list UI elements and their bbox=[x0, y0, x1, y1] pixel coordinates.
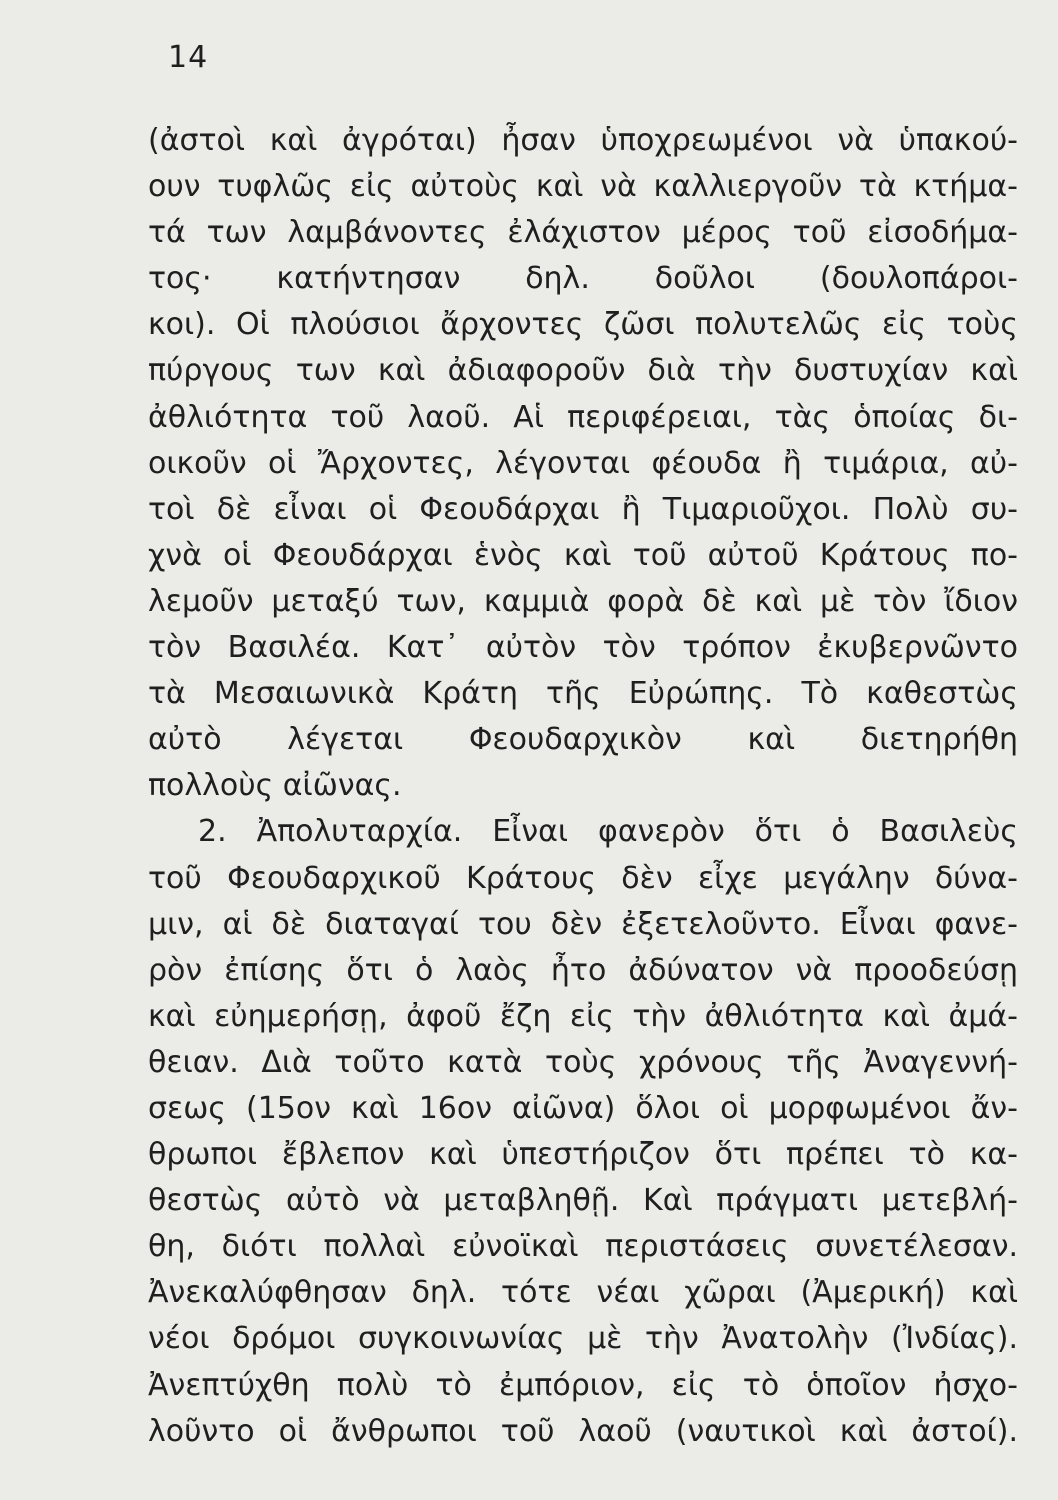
text-line: ἀθλιότητα τοῦ λαοῦ. Αἱ περιφέρειαι, τὰς ὁποίας δι- bbox=[148, 399, 1018, 435]
text-line: τὸν Βασιλέα. Κατ᾽ αὐτὸν τὸν τρόπον ἐκυβερνῶντο bbox=[148, 630, 1018, 666]
text-line: τοῦ Φεουδαρχικοῦ Κράτους δὲν εἶχε μεγάλην δύνα- bbox=[148, 860, 1018, 896]
text-line: Ἀνεκαλύφθησαν δηλ. τότε νέαι χῶραι (Ἀμερική) καὶ bbox=[148, 1275, 1018, 1311]
text-line: θειαν. Διὰ τοῦτο κατὰ τοὺς χρόνους τῆς Ἀναγεννή- bbox=[148, 1044, 1018, 1080]
text-line: τος· κατήντησαν δηλ. δοῦλοι (δουλοπάροι- bbox=[148, 261, 1018, 297]
text-line: καὶ εὐημερήσῃ, ἀφοῦ ἔζη εἰς τὴν ἀθλιότητα καὶ ἀμά- bbox=[148, 998, 1018, 1034]
text-line: πολλοὺς αἰῶνας. bbox=[148, 768, 402, 804]
section-heading-line: 2. Ἀπολυταρχία. Εἶναι φανερὸν ὅτι ὁ Βασιλεὺς bbox=[198, 814, 1018, 850]
text-line: μιν, αἱ δὲ διαταγαί του δὲν ἐξετελοῦντο. Εἶναι φανε- bbox=[148, 906, 1018, 942]
page-number: 14 bbox=[168, 40, 209, 75]
text-line: ουν τυφλῶς εἰς αὐτοὺς καὶ νὰ καλλιεργοῦν τὰ κτήμα- bbox=[148, 169, 1018, 205]
text-line: λεμοῦν μεταξύ των, καμμιὰ φορὰ δὲ καὶ μὲ τὸν ἴδιον bbox=[148, 583, 1018, 619]
text-line: ρὸν ἐπίσης ὅτι ὁ λαὸς ἦτο ἀδύνατον νὰ προοδεύσῃ bbox=[148, 952, 1018, 988]
body-text bbox=[148, 118, 1018, 1455]
text-line: θη, διότι πολλαὶ εὐνοϊκαὶ περιστάσεις συνετέλεσαν. bbox=[148, 1229, 1018, 1265]
text-line: Ἀνεπτύχθη πολὺ τὸ ἐμπόριον, εἰς τὸ ὁποῖον ἠσχο- bbox=[148, 1367, 1018, 1403]
text-line: αὐτὸ λέγεται Φεουδαρχικὸν καὶ διετηρήθη bbox=[148, 722, 1018, 758]
text-line: σεως (15ον καὶ 16ον αἰῶνα) ὅλοι οἱ μορφωμένοι ἄν- bbox=[148, 1090, 1018, 1126]
text-line: τὰ Μεσαιωνικὰ Κράτη τῆς Εὐρώπης. Τὸ καθεστὼς bbox=[148, 676, 1018, 712]
text-line: πύργους των καὶ ἀδιαφοροῦν διὰ τὴν δυστυχίαν καὶ bbox=[148, 353, 1018, 389]
text-line: κοι). Οἱ πλούσιοι ἄρχοντες ζῶσι πολυτελῶς εἰς τοὺς bbox=[148, 307, 1018, 343]
text-line: θρωποι ἔβλεπον καὶ ὑπεστήριζον ὅτι πρέπει τὸ κα- bbox=[148, 1137, 1018, 1173]
text-line: νέοι δρόμοι συγκοινωνίας μὲ τὴν Ἀνατολὴν (Ἰνδίας). bbox=[148, 1321, 1018, 1357]
text-line: θεστὼς αὐτὸ νὰ μεταβληθῇ. Καὶ πράγματι μετεβλή- bbox=[148, 1183, 1018, 1219]
text-line: λοῦντο οἱ ἄνθρωποι τοῦ λαοῦ (ναυτικοὶ καὶ ἀστοί). bbox=[148, 1413, 1018, 1449]
text-line: χνὰ οἱ Φεουδάρχαι ἑνὸς καὶ τοῦ αὐτοῦ Κράτους πο- bbox=[148, 537, 1018, 573]
text-line: τοὶ δὲ εἶναι οἱ Φεουδάρχαι ἢ Τιμαριοῦχοι. Πολὺ συ- bbox=[148, 491, 1018, 527]
text-line: (ἀστοὶ καὶ ἀγρόται) ἦσαν ὑποχρεωμένοι νὰ ὑπακού- bbox=[148, 123, 1018, 158]
text-line: τά των λαμβάνοντες ἐλάχιστον μέρος τοῦ εἰσοδήμα- bbox=[148, 215, 1018, 251]
text-line: οικοῦν οἱ Ἄρχοντες, λέγονται φέουδα ἢ τιμάρια, αὐ- bbox=[148, 445, 1018, 481]
